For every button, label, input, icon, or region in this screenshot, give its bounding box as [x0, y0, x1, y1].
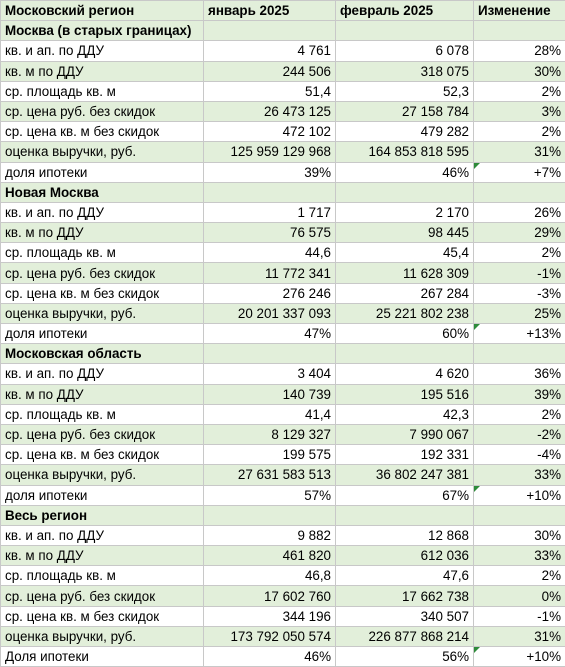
- empty-cell[interactable]: [204, 505, 336, 525]
- change-text: +13%: [526, 326, 561, 341]
- january-value[interactable]: 41,4: [204, 404, 336, 424]
- section-row: [1, 505, 565, 525]
- empty-cell[interactable]: [474, 344, 565, 364]
- february-value[interactable]: 7 990 067: [336, 424, 474, 444]
- empty-cell[interactable]: [474, 505, 565, 525]
- february-value[interactable]: 52,3: [336, 81, 474, 101]
- february-value[interactable]: 226 877 868 214: [336, 626, 474, 646]
- metric-label[interactable]: кв. и ап. по ДДУ: [1, 525, 204, 545]
- january-value[interactable]: 344 196: [204, 606, 336, 626]
- january-value[interactable]: 76 575: [204, 223, 336, 243]
- table-row: [1, 223, 565, 243]
- february-value[interactable]: 42,3: [336, 404, 474, 424]
- january-value[interactable]: 472 102: [204, 122, 336, 142]
- table-row: [1, 243, 565, 263]
- table-row: [1, 546, 565, 566]
- change-value[interactable]: [474, 324, 565, 344]
- february-value[interactable]: 17 662 738: [336, 586, 474, 606]
- january-value[interactable]: 1 717: [204, 202, 336, 222]
- january-value[interactable]: 3 404: [204, 364, 336, 384]
- january-value[interactable]: 4 761: [204, 41, 336, 61]
- metric-label[interactable]: кв. и ап. по ДДУ: [1, 41, 204, 61]
- table-row: [1, 283, 565, 303]
- metric-label[interactable]: ср. площадь кв. м: [1, 566, 204, 586]
- change-value[interactable]: 30%: [474, 61, 565, 81]
- january-value[interactable]: 199 575: [204, 445, 336, 465]
- change-value[interactable]: 31%: [474, 626, 565, 646]
- change-value[interactable]: 0%: [474, 586, 565, 606]
- metric-label[interactable]: кв. и ап. по ДДУ: [1, 364, 204, 384]
- metric-label[interactable]: ср. цена руб. без скидок: [1, 424, 204, 444]
- comment-marker-icon: [474, 647, 480, 653]
- metric-label[interactable]: ср. цена руб. без скидок: [1, 263, 204, 283]
- table-row: [1, 162, 565, 182]
- change-value[interactable]: 2%: [474, 404, 565, 424]
- table-row: [1, 525, 565, 545]
- january-value[interactable]: 20 201 337 093: [204, 303, 336, 323]
- metric-label[interactable]: ср. цена руб. без скидок: [1, 586, 204, 606]
- january-value[interactable]: 57%: [204, 485, 336, 505]
- january-value[interactable]: 46,8: [204, 566, 336, 586]
- header-region[interactable]: Московский регион: [1, 1, 204, 21]
- header-change[interactable]: Изменение: [474, 1, 565, 21]
- january-value[interactable]: 44,6: [204, 243, 336, 263]
- table-row: [1, 122, 565, 142]
- metric-label[interactable]: оценка выручки, руб.: [1, 465, 204, 485]
- january-value[interactable]: 125 959 129 968: [204, 142, 336, 162]
- change-value[interactable]: 39%: [474, 384, 565, 404]
- february-value[interactable]: 318 075: [336, 61, 474, 81]
- table-row: [1, 61, 565, 81]
- change-value[interactable]: [474, 647, 565, 667]
- table-row: [1, 586, 565, 606]
- table-row: [1, 626, 565, 646]
- metric-label[interactable]: ср. площадь кв. м: [1, 404, 204, 424]
- table-row: [1, 142, 565, 162]
- metric-label[interactable]: доля ипотеки: [1, 162, 204, 182]
- change-value[interactable]: 33%: [474, 546, 565, 566]
- header-february[interactable]: февраль 2025: [336, 1, 474, 21]
- empty-cell[interactable]: [336, 182, 474, 202]
- change-text: +10%: [526, 488, 561, 503]
- metric-label[interactable]: кв. м по ДДУ: [1, 384, 204, 404]
- metric-label[interactable]: ср. цена кв. м без скидок: [1, 283, 204, 303]
- table-row: [1, 485, 565, 505]
- table-row: [1, 647, 565, 667]
- february-value[interactable]: 195 516: [336, 384, 474, 404]
- change-value[interactable]: 33%: [474, 465, 565, 485]
- change-value[interactable]: 30%: [474, 525, 565, 545]
- january-value[interactable]: 26 473 125: [204, 101, 336, 121]
- metric-label[interactable]: оценка выручки, руб.: [1, 303, 204, 323]
- metric-label[interactable]: оценка выручки, руб.: [1, 626, 204, 646]
- february-value[interactable]: 36 802 247 381: [336, 465, 474, 485]
- change-value[interactable]: -1%: [474, 606, 565, 626]
- january-value[interactable]: 51,4: [204, 81, 336, 101]
- february-value[interactable]: 27 158 784: [336, 101, 474, 121]
- table-row: [1, 606, 565, 626]
- january-value[interactable]: 39%: [204, 162, 336, 182]
- empty-cell[interactable]: [336, 21, 474, 41]
- metric-label[interactable]: кв. м по ДДУ: [1, 546, 204, 566]
- change-value[interactable]: [474, 162, 565, 182]
- header-row: [1, 1, 565, 21]
- empty-cell[interactable]: [474, 21, 565, 41]
- february-value[interactable]: 340 507: [336, 606, 474, 626]
- metric-label[interactable]: кв. м по ДДУ: [1, 61, 204, 81]
- february-value[interactable]: 98 445: [336, 223, 474, 243]
- section-title[interactable]: Москва (в старых границах): [1, 21, 204, 41]
- february-value[interactable]: 6 078: [336, 41, 474, 61]
- january-value[interactable]: 47%: [204, 324, 336, 344]
- january-value[interactable]: 9 882: [204, 525, 336, 545]
- january-value[interactable]: 17 602 760: [204, 586, 336, 606]
- metric-label[interactable]: кв. м по ДДУ: [1, 223, 204, 243]
- change-value[interactable]: 29%: [474, 223, 565, 243]
- january-value[interactable]: 27 631 583 513: [204, 465, 336, 485]
- metric-label[interactable]: Доля ипотеки: [1, 647, 204, 667]
- metric-label[interactable]: ср. цена кв. м без скидок: [1, 122, 204, 142]
- february-value[interactable]: 2 170: [336, 202, 474, 222]
- empty-cell[interactable]: [204, 21, 336, 41]
- metric-label[interactable]: ср. площадь кв. м: [1, 81, 204, 101]
- metric-label[interactable]: кв. и ап. по ДДУ: [1, 202, 204, 222]
- comment-marker-icon: [474, 163, 480, 169]
- table-row: [1, 263, 565, 283]
- change-value[interactable]: 3%: [474, 101, 565, 121]
- table-row: [1, 41, 565, 61]
- february-value[interactable]: 192 331: [336, 445, 474, 465]
- february-value[interactable]: 11 628 309: [336, 263, 474, 283]
- table-row: [1, 324, 565, 344]
- february-value[interactable]: 25 221 802 238: [336, 303, 474, 323]
- change-value[interactable]: -4%: [474, 445, 565, 465]
- empty-cell[interactable]: [204, 344, 336, 364]
- change-value[interactable]: 26%: [474, 202, 565, 222]
- section-title[interactable]: Новая Москва: [1, 182, 204, 202]
- metric-label[interactable]: ср. цена руб. без скидок: [1, 101, 204, 121]
- table-row: [1, 424, 565, 444]
- january-value[interactable]: 8 129 327: [204, 424, 336, 444]
- change-value[interactable]: -1%: [474, 263, 565, 283]
- empty-cell[interactable]: [474, 182, 565, 202]
- header-january[interactable]: январь 2025: [204, 1, 336, 21]
- comment-marker-icon: [474, 324, 480, 330]
- section-title[interactable]: Весь регион: [1, 505, 204, 525]
- metric-label[interactable]: доля ипотеки: [1, 324, 204, 344]
- january-value[interactable]: 244 506: [204, 61, 336, 81]
- change-value[interactable]: 2%: [474, 566, 565, 586]
- january-value[interactable]: 11 772 341: [204, 263, 336, 283]
- change-value[interactable]: -3%: [474, 283, 565, 303]
- table-row: [1, 101, 565, 121]
- change-text: +7%: [534, 165, 561, 180]
- january-value[interactable]: 173 792 050 574: [204, 626, 336, 646]
- table-row: [1, 404, 565, 424]
- february-value[interactable]: 164 853 818 595: [336, 142, 474, 162]
- table-row: [1, 81, 565, 101]
- february-value[interactable]: 45,4: [336, 243, 474, 263]
- february-value[interactable]: 67%: [336, 485, 474, 505]
- february-value[interactable]: 267 284: [336, 283, 474, 303]
- change-value[interactable]: 28%: [474, 41, 565, 61]
- table-row: [1, 566, 565, 586]
- metric-label[interactable]: ср. цена кв. м без скидок: [1, 445, 204, 465]
- section-row: [1, 344, 565, 364]
- metric-label[interactable]: ср. цена кв. м без скидок: [1, 606, 204, 626]
- change-value[interactable]: 36%: [474, 364, 565, 384]
- metric-label[interactable]: доля ипотеки: [1, 485, 204, 505]
- february-value[interactable]: 47,6: [336, 566, 474, 586]
- section-row: [1, 21, 565, 41]
- table-body: [1, 1, 565, 667]
- metric-label[interactable]: ср. площадь кв. м: [1, 243, 204, 263]
- table-row: [1, 364, 565, 384]
- change-value[interactable]: 31%: [474, 142, 565, 162]
- empty-cell[interactable]: [204, 182, 336, 202]
- february-value[interactable]: 12 868: [336, 525, 474, 545]
- february-value[interactable]: 46%: [336, 162, 474, 182]
- table-row: [1, 303, 565, 323]
- comment-marker-icon: [474, 486, 480, 492]
- section-title[interactable]: Московская область: [1, 344, 204, 364]
- change-value[interactable]: 25%: [474, 303, 565, 323]
- january-value[interactable]: 140 739: [204, 384, 336, 404]
- table-row: [1, 202, 565, 222]
- table-row: [1, 445, 565, 465]
- february-value[interactable]: 612 036: [336, 546, 474, 566]
- change-value[interactable]: [474, 485, 565, 505]
- change-value[interactable]: 2%: [474, 81, 565, 101]
- change-value[interactable]: 2%: [474, 243, 565, 263]
- january-value[interactable]: 46%: [204, 647, 336, 667]
- empty-cell[interactable]: [336, 344, 474, 364]
- empty-cell[interactable]: [336, 505, 474, 525]
- change-text: +10%: [526, 649, 561, 664]
- change-value[interactable]: -2%: [474, 424, 565, 444]
- january-value[interactable]: 276 246: [204, 283, 336, 303]
- january-value[interactable]: 461 820: [204, 546, 336, 566]
- february-value[interactable]: 4 620: [336, 364, 474, 384]
- change-value[interactable]: 2%: [474, 122, 565, 142]
- table-row: [1, 465, 565, 485]
- metric-label[interactable]: оценка выручки, руб.: [1, 142, 204, 162]
- table-row: [1, 384, 565, 404]
- february-value[interactable]: 60%: [336, 324, 474, 344]
- february-value[interactable]: 56%: [336, 647, 474, 667]
- section-row: [1, 182, 565, 202]
- february-value[interactable]: 479 282: [336, 122, 474, 142]
